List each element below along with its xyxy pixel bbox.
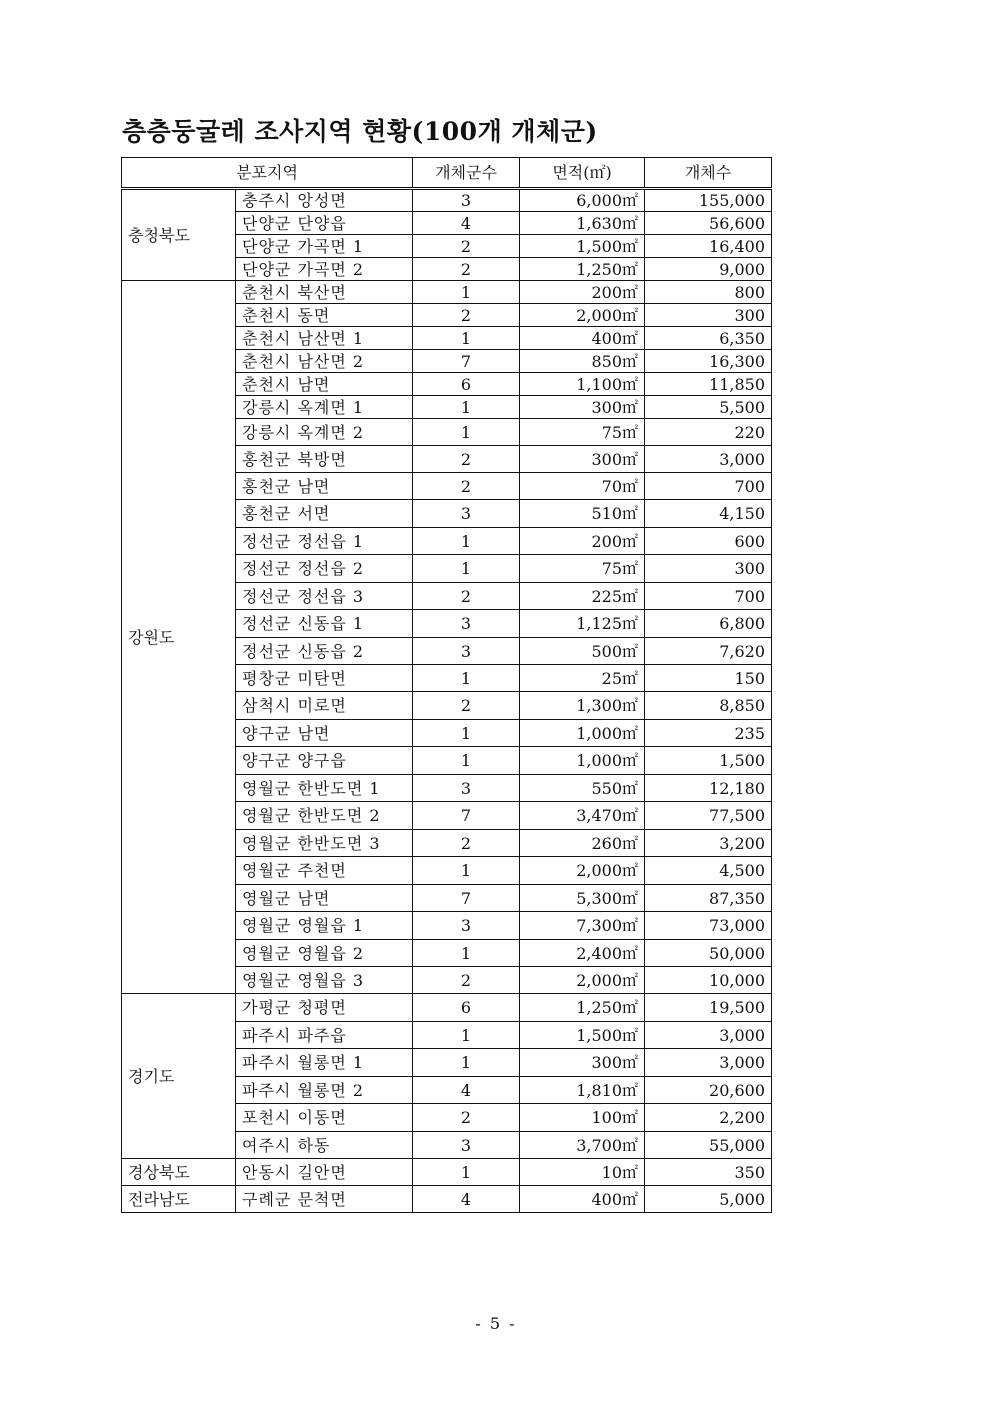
location-cell: 파주시 월롱면 2 <box>236 1077 413 1104</box>
location-cell: 강릉시 옥계면 1 <box>236 396 413 419</box>
count-cell: 6,800 <box>645 610 772 638</box>
groups-cell: 1 <box>413 1022 520 1049</box>
header-groups: 개체군수 <box>413 158 520 189</box>
location-cell: 강릉시 옥계면 2 <box>236 419 413 446</box>
area-cell: 300㎡ <box>520 1049 645 1077</box>
count-cell: 4,500 <box>645 857 772 885</box>
location-cell: 정선군 정선읍 3 <box>236 583 413 610</box>
area-cell: 75㎡ <box>520 419 645 446</box>
location-cell: 양구군 남면 <box>236 720 413 747</box>
groups-cell: 1 <box>413 940 520 967</box>
header-area: 면적(㎡) <box>520 158 645 189</box>
count-cell: 220 <box>645 419 772 446</box>
area-cell: 2,000㎡ <box>520 967 645 994</box>
area-cell: 100㎡ <box>520 1104 645 1132</box>
table-header-row <box>122 158 772 189</box>
count-cell: 16,400 <box>645 235 772 258</box>
area-cell: 25㎡ <box>520 665 645 692</box>
area-cell: 300㎡ <box>520 396 645 419</box>
count-cell: 350 <box>645 1159 772 1186</box>
page-number: - 5 - <box>475 1314 517 1333</box>
table-row <box>122 281 772 304</box>
location-cell: 홍천군 서면 <box>236 500 413 528</box>
area-cell: 1,125㎡ <box>520 610 645 638</box>
groups-cell: 3 <box>413 610 520 638</box>
groups-cell: 1 <box>413 528 520 555</box>
groups-cell: 2 <box>413 967 520 994</box>
location-cell: 영월군 영월읍 3 <box>236 967 413 994</box>
location-cell: 여주시 하동 <box>236 1132 413 1159</box>
count-cell: 77,500 <box>645 802 772 830</box>
province-cell: 경상북도 <box>122 1159 236 1186</box>
groups-cell: 2 <box>413 583 520 610</box>
count-cell: 800 <box>645 281 772 304</box>
location-cell: 정선군 정선읍 2 <box>236 555 413 583</box>
groups-cell: 4 <box>413 1186 520 1213</box>
groups-cell: 4 <box>413 1077 520 1104</box>
groups-cell: 3 <box>413 189 520 212</box>
location-cell: 춘천시 남산면 1 <box>236 327 413 350</box>
location-cell: 춘천시 남산면 2 <box>236 350 413 373</box>
location-cell: 포천시 이동면 <box>236 1104 413 1132</box>
count-cell: 56,600 <box>645 212 772 235</box>
area-cell: 1,500㎡ <box>520 235 645 258</box>
table-row <box>122 189 772 212</box>
count-cell: 235 <box>645 720 772 747</box>
area-cell: 400㎡ <box>520 327 645 350</box>
groups-cell: 7 <box>413 802 520 830</box>
location-cell: 단양군 가곡면 1 <box>236 235 413 258</box>
groups-cell: 3 <box>413 912 520 940</box>
location-cell: 춘천시 북산면 <box>236 281 413 304</box>
count-cell: 9,000 <box>645 258 772 281</box>
location-cell: 가평군 청평면 <box>236 994 413 1022</box>
location-cell: 영월군 한반도면 2 <box>236 802 413 830</box>
groups-cell: 1 <box>413 419 520 446</box>
groups-cell: 2 <box>413 446 520 473</box>
groups-cell: 7 <box>413 350 520 373</box>
header-region: 분포지역 <box>122 158 413 189</box>
area-cell: 75㎡ <box>520 555 645 583</box>
count-cell: 10,000 <box>645 967 772 994</box>
count-cell: 16,300 <box>645 350 772 373</box>
groups-cell: 4 <box>413 212 520 235</box>
table-row <box>122 1159 772 1186</box>
area-cell: 400㎡ <box>520 1186 645 1213</box>
location-cell: 정선군 정선읍 1 <box>236 528 413 555</box>
location-cell: 안동시 길안면 <box>236 1159 413 1186</box>
area-cell: 200㎡ <box>520 281 645 304</box>
location-cell: 홍천군 남면 <box>236 473 413 500</box>
location-cell: 영월군 영월읍 2 <box>236 940 413 967</box>
groups-cell: 1 <box>413 396 520 419</box>
location-cell: 구례군 문척면 <box>236 1186 413 1213</box>
area-cell: 1,300㎡ <box>520 692 645 720</box>
area-cell: 225㎡ <box>520 583 645 610</box>
location-cell: 파주시 파주읍 <box>236 1022 413 1049</box>
survey-table <box>121 157 772 1213</box>
area-cell: 1,100㎡ <box>520 373 645 396</box>
count-cell: 3,000 <box>645 1049 772 1077</box>
area-cell: 1,000㎡ <box>520 747 645 775</box>
table-row <box>122 994 772 1022</box>
location-cell: 춘천시 남면 <box>236 373 413 396</box>
area-cell: 510㎡ <box>520 500 645 528</box>
count-cell: 7,620 <box>645 638 772 665</box>
area-cell: 300㎡ <box>520 446 645 473</box>
count-cell: 6,350 <box>645 327 772 350</box>
count-cell: 8,850 <box>645 692 772 720</box>
count-cell: 87,350 <box>645 885 772 912</box>
groups-cell: 3 <box>413 1132 520 1159</box>
count-cell: 1,500 <box>645 747 772 775</box>
groups-cell: 1 <box>413 1159 520 1186</box>
area-cell: 3,700㎡ <box>520 1132 645 1159</box>
area-cell: 6,000㎡ <box>520 189 645 212</box>
location-cell: 충주시 앙성면 <box>236 189 413 212</box>
count-cell: 12,180 <box>645 775 772 802</box>
location-cell: 단양군 가곡면 2 <box>236 258 413 281</box>
count-cell: 55,000 <box>645 1132 772 1159</box>
area-cell: 1,000㎡ <box>520 720 645 747</box>
area-cell: 70㎡ <box>520 473 645 500</box>
count-cell: 2,200 <box>645 1104 772 1132</box>
area-cell: 1,250㎡ <box>520 258 645 281</box>
location-cell: 삼척시 미로면 <box>236 692 413 720</box>
groups-cell: 2 <box>413 1104 520 1132</box>
area-cell: 2,000㎡ <box>520 857 645 885</box>
groups-cell: 1 <box>413 747 520 775</box>
location-cell: 영월군 한반도면 3 <box>236 830 413 857</box>
count-cell: 700 <box>645 473 772 500</box>
count-cell: 5,000 <box>645 1186 772 1213</box>
count-cell: 50,000 <box>645 940 772 967</box>
location-cell: 양구군 양구읍 <box>236 747 413 775</box>
province-cell: 강원도 <box>122 281 236 994</box>
groups-cell: 2 <box>413 258 520 281</box>
area-cell: 5,300㎡ <box>520 885 645 912</box>
groups-cell: 6 <box>413 373 520 396</box>
area-cell: 10㎡ <box>520 1159 645 1186</box>
groups-cell: 1 <box>413 327 520 350</box>
count-cell: 19,500 <box>645 994 772 1022</box>
area-cell: 260㎡ <box>520 830 645 857</box>
area-cell: 2,000㎡ <box>520 304 645 327</box>
location-cell: 단양군 단양읍 <box>236 212 413 235</box>
groups-cell: 1 <box>413 281 520 304</box>
location-cell: 정선군 신동읍 2 <box>236 638 413 665</box>
area-cell: 200㎡ <box>520 528 645 555</box>
count-cell: 600 <box>645 528 772 555</box>
count-cell: 3,000 <box>645 446 772 473</box>
area-cell: 1,810㎡ <box>520 1077 645 1104</box>
area-cell: 2,400㎡ <box>520 940 645 967</box>
groups-cell: 3 <box>413 775 520 802</box>
location-cell: 홍천군 북방면 <box>236 446 413 473</box>
groups-cell: 3 <box>413 500 520 528</box>
count-cell: 73,000 <box>645 912 772 940</box>
count-cell: 155,000 <box>645 189 772 212</box>
count-cell: 3,200 <box>645 830 772 857</box>
area-cell: 500㎡ <box>520 638 645 665</box>
location-cell: 영월군 한반도면 1 <box>236 775 413 802</box>
count-cell: 11,850 <box>645 373 772 396</box>
groups-cell: 1 <box>413 720 520 747</box>
count-cell: 20,600 <box>645 1077 772 1104</box>
area-cell: 1,500㎡ <box>520 1022 645 1049</box>
count-cell: 300 <box>645 304 772 327</box>
location-cell: 평창군 미탄면 <box>236 665 413 692</box>
groups-cell: 3 <box>413 638 520 665</box>
count-cell: 3,000 <box>645 1022 772 1049</box>
groups-cell: 7 <box>413 885 520 912</box>
area-cell: 850㎡ <box>520 350 645 373</box>
location-cell: 영월군 영월읍 1 <box>236 912 413 940</box>
count-cell: 5,500 <box>645 396 772 419</box>
location-cell: 춘천시 동면 <box>236 304 413 327</box>
groups-cell: 2 <box>413 692 520 720</box>
province-cell: 경기도 <box>122 994 236 1159</box>
groups-cell: 6 <box>413 994 520 1022</box>
table-row <box>122 1186 772 1213</box>
groups-cell: 1 <box>413 1049 520 1077</box>
area-cell: 7,300㎡ <box>520 912 645 940</box>
province-cell: 충청북도 <box>122 189 236 281</box>
header-count: 개체수 <box>645 158 772 189</box>
table-body <box>122 189 772 1213</box>
groups-cell: 2 <box>413 304 520 327</box>
groups-cell: 1 <box>413 665 520 692</box>
area-cell: 3,470㎡ <box>520 802 645 830</box>
count-cell: 4,150 <box>645 500 772 528</box>
groups-cell: 2 <box>413 473 520 500</box>
area-cell: 550㎡ <box>520 775 645 802</box>
location-cell: 영월군 남면 <box>236 885 413 912</box>
count-cell: 150 <box>645 665 772 692</box>
groups-cell: 2 <box>413 830 520 857</box>
document-title: 층층둥굴레 조사지역 현황(100개 개체군) <box>122 117 598 146</box>
area-cell: 1,630㎡ <box>520 212 645 235</box>
area-cell: 1,250㎡ <box>520 994 645 1022</box>
count-cell: 700 <box>645 583 772 610</box>
location-cell: 영월군 주천면 <box>236 857 413 885</box>
location-cell: 파주시 월롱면 1 <box>236 1049 413 1077</box>
count-cell: 300 <box>645 555 772 583</box>
groups-cell: 2 <box>413 235 520 258</box>
province-cell: 전라남도 <box>122 1186 236 1213</box>
groups-cell: 1 <box>413 857 520 885</box>
groups-cell: 1 <box>413 555 520 583</box>
location-cell: 정선군 신동읍 1 <box>236 610 413 638</box>
